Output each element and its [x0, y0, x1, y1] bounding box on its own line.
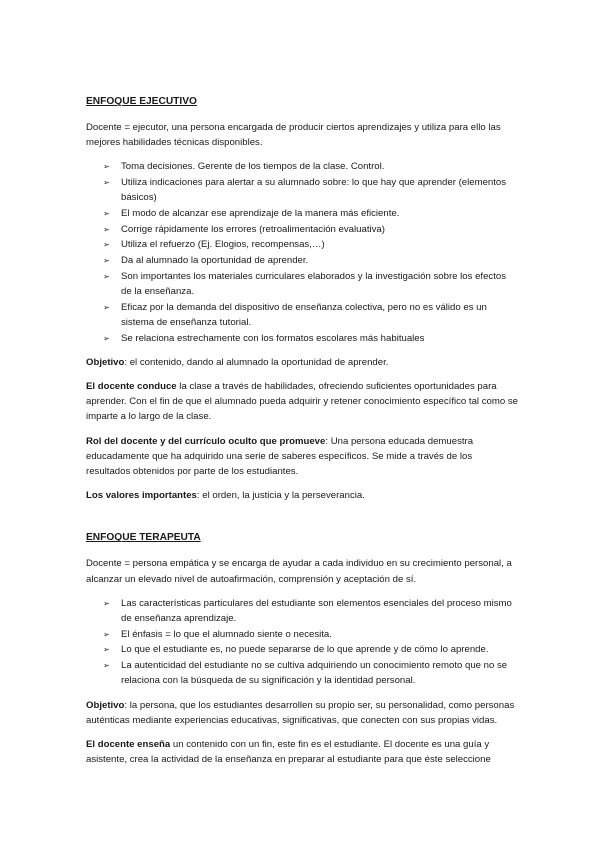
list-item: ➢ La autenticidad del estudiante no se cultiva adquiriendo un conocimiento remoto que no se relaciona con la búsqueda de su significación y la identidad personal. — [103, 660, 508, 687]
list-item: ➢ Toma decisiones. Gerente de los tiempos de la clase. Control. — [86, 159, 519, 174]
paragraph-objetivo: Objetivo: la persona, que los estudiantes desarrollen su propio ser, su personalidad, como personas auténticas mediante experiencias educativas, significativas, que conecten con sus propias vidas. — [86, 699, 515, 726]
bullet-list — [86, 159, 519, 345]
arrow-bullet-icon: ➢ — [103, 178, 110, 188]
list-item: ➢ Las características particulares del estudiante son elementos esenciales del proceso mismo de enseñanza aprendizaje. — [103, 597, 512, 625]
section-intro: Docente = persona empática y se encarga de ayudar a cada individuo en su crecimiento personal, a alcanzar un elevado nivel de autoafirmación, comprensión y aceptación de sí. — [86, 558, 512, 585]
arrow-bullet-icon: ➢ — [103, 645, 110, 655]
list-item: ➢ El modo de alcanzar ese aprendizaje de la manera más eficiente. — [86, 206, 519, 221]
section-title: ENFOQUE EJECUTIVO — [86, 96, 197, 107]
arrow-bullet-icon: ➢ — [103, 256, 110, 266]
paragraph-docente-conduce: El docente conduce la clase a través de habilidades, ofreciendo suficientes oportunidades para aprender. Con el fin de que el alumnado pueda adquirir y retener conocimiento específico tal como se imparte a lo largo de la clase. — [86, 381, 518, 423]
list-item: ➢ Corrige rápidamente los errores (retroalimentación evaluativa) — [86, 222, 519, 237]
arrow-bullet-icon: ➢ — [103, 333, 110, 343]
list-item: ➢ Se relaciona estrechamente con los formatos escolares más habituales — [86, 331, 519, 346]
section-intro: Docente = ejecutor, una persona encargada de producir ciertos aprendizajes y utiliza para ello las mejores habilidades técnicas disponibles. — [86, 122, 501, 149]
section-enfoque-terapeuta — [86, 531, 519, 767]
list-item: ➢ El énfasis = lo que el alumnado siente o necesita. — [86, 627, 519, 642]
list-item: ➢ Son importantes los materiales curriculares elaborados y la investigación sobre los efectos de la enseñanza. — [103, 270, 507, 298]
list-item: ➢ Da al alumnado la oportunidad de aprender. — [86, 253, 519, 268]
arrow-bullet-icon: ➢ — [103, 224, 110, 234]
list-item: ➢ Utiliza el refuerzo (Ej. Elogios, recompensas,…) — [86, 237, 519, 252]
arrow-bullet-icon: ➢ — [103, 271, 110, 281]
arrow-bullet-icon: ➢ — [103, 629, 110, 639]
paragraph-docente-ensena: El docente enseña un contenido con un fin, este fin es el estudiante. El docente es una guía y asistente, crea la actividad de la enseñanza en preparar al estudiante para que éste seleccione — [86, 739, 491, 766]
list-item: ➢ Lo que el estudiante es, no puede separarse de lo que aprende y de cómo lo aprende. — [86, 642, 519, 657]
arrow-bullet-icon: ➢ — [103, 240, 110, 250]
arrow-bullet-icon: ➢ — [103, 209, 110, 219]
bullet-list — [86, 596, 519, 689]
section-enfoque-ejecutivo — [86, 95, 519, 503]
arrow-bullet-icon: ➢ — [103, 162, 110, 172]
arrow-bullet-icon: ➢ — [103, 302, 110, 312]
paragraph-objetivo: Objetivo: el contenido, dando al alumnado la oportunidad de aprender. — [86, 356, 389, 368]
arrow-bullet-icon: ➢ — [103, 661, 110, 671]
paragraph-valores: Los valores importantes: el orden, la justicia y la perseverancia. — [86, 490, 365, 502]
section-title: ENFOQUE TERAPEUTA — [86, 532, 201, 544]
paragraph-rol-docente: Rol del docente y del currículo oculto que promueve: Una persona educada demuestra educadamente que ha adquirido una serie de saberes específicos. Se mide a través de los resultados obtenidos por parte de los estudiantes. — [86, 435, 474, 478]
list-item: ➢ Eficaz por la demanda del dispositivo de enseñanza colectiva, pero no es válido es un sistema de enseñanza tutorial. — [103, 301, 487, 328]
list-item: ➢ Utiliza indicaciones para alertar a su alumnado sobre: lo que hay que aprender (elementos básicos) — [103, 177, 507, 204]
arrow-bullet-icon: ➢ — [103, 598, 110, 608]
